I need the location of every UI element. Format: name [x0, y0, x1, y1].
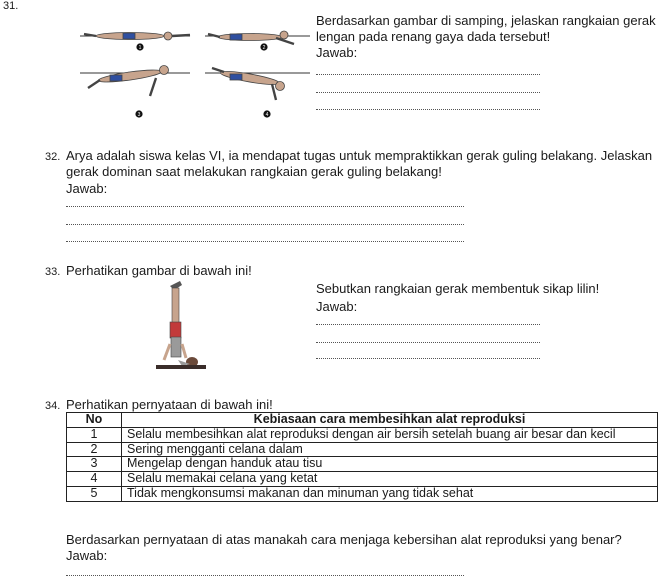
table-row: [67, 472, 658, 487]
swimmer-step-1: [84, 32, 190, 40]
q31-question: Berdasarkan gambar di samping, jelaskan rangkaian gerak lengan pada renang gaya dada tersebut!: [316, 13, 656, 44]
table-row: [67, 427, 658, 442]
table-header-row: [67, 413, 658, 428]
q33-intro: Perhatikan gambar di bawah ini!: [66, 263, 252, 278]
row-number: 2: [67, 442, 122, 457]
step-marker-3: 3: [137, 112, 141, 118]
q33-number: 33.: [45, 266, 61, 278]
row-text: Selalu membesihkan alat reproduksi dengan air bersih setelah buang air besar dan kecil: [122, 427, 658, 442]
row-text: Tidak mengkonsumsi makanan dan minuman yang tidak sehat: [122, 486, 658, 501]
q31-answer-label: Jawab:: [316, 45, 358, 60]
step-marker-2: 2: [262, 45, 266, 51]
q32-answer-line-1[interactable]: [66, 206, 464, 207]
table-row: [67, 442, 658, 457]
q32-answer-label: Jawab:: [66, 181, 108, 196]
step-marker-1: 1: [138, 45, 142, 51]
q34-question: Berdasarkan pernyataan di atas manakah cara menjaga kebersihan alat reproduksi yang benar? Jawab:: [66, 532, 622, 563]
q34-answer-line-1[interactable]: [66, 575, 464, 576]
q33-answer-line-3[interactable]: [316, 358, 540, 359]
breaststroke-figure: [80, 10, 310, 120]
q32-number: 32.: [45, 151, 61, 163]
reproduction-hygiene-table: [66, 412, 658, 502]
q32-question: Arya adalah siswa kelas VI, ia mendapat tugas untuk mempraktikkan gerak guling belakang. Jelaskan gerak dominan saat melakukan rangkaian gerak guling belakang!: [66, 148, 653, 179]
swimmer-step-3: [88, 66, 169, 97]
q33-answer-label: Jawab:: [316, 299, 358, 314]
header-habit: Kebiasaan cara membesihkan alat reproduksi: [122, 413, 658, 428]
row-number: 1: [67, 427, 122, 442]
q33-answer-line-1[interactable]: [316, 324, 540, 325]
q31-number: 31.: [3, 0, 19, 12]
header-no: No: [67, 413, 122, 428]
q32-answer-line-3[interactable]: [66, 241, 464, 242]
step-marker-4: 4: [265, 112, 269, 118]
row-text: Sering mengganti celana dalam: [122, 442, 658, 457]
q34-number: 34.: [45, 400, 61, 412]
q31-answer-line-3[interactable]: [316, 109, 540, 110]
table-row: [67, 457, 658, 472]
q32-answer-line-2[interactable]: [66, 224, 464, 225]
q33-question: Sebutkan rangkaian gerak membentuk sikap lilin!: [316, 281, 600, 296]
row-number: 5: [67, 486, 122, 501]
candle-pose-figure: [150, 280, 210, 372]
row-number: 4: [67, 472, 122, 487]
q34-intro: Perhatikan pernyataan di bawah ini!: [66, 397, 273, 412]
q33-answer-line-2[interactable]: [316, 342, 540, 343]
q31-answer-line-2[interactable]: [316, 92, 540, 93]
row-text: Mengelap dengan handuk atau tisu: [122, 457, 658, 472]
row-number: 3: [67, 457, 122, 472]
row-text: Selalu memakai celana yang ketat: [122, 472, 658, 487]
table-row: [67, 486, 658, 501]
q31-answer-line-1[interactable]: [316, 74, 540, 75]
swimmer-step-2: [208, 31, 294, 44]
